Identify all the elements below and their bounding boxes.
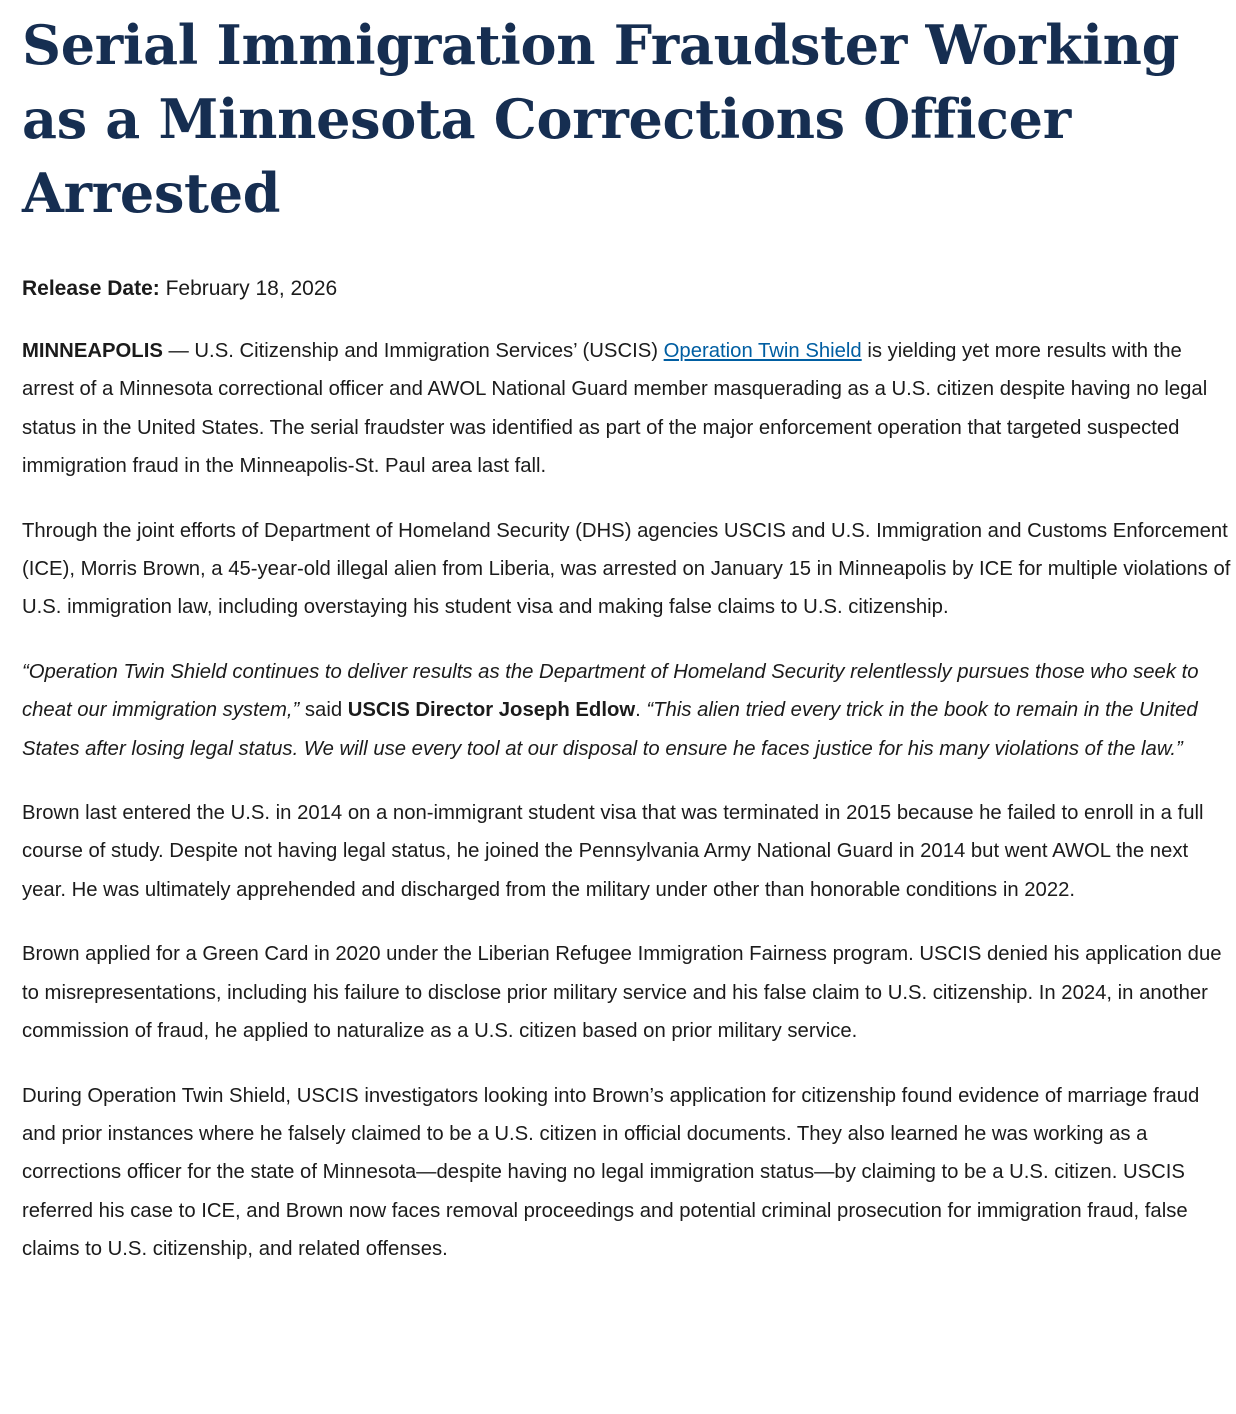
operation-twin-shield-link[interactable]: Operation Twin Shield xyxy=(663,340,862,362)
quote-part-1: “Operation Twin Shield continues to deliver results as the Department of Homeland Security relentlessly pursues those who seek to cheat our immigration system,” xyxy=(22,660,1199,722)
paragraph-green-card: Brown applied for a Green Card in 2020 under the Liberian Refugee Immigration Fairness program. USCIS denied his application due to misrepresentations, including his failure to disclose prior military service and his false claim to U.S. citizenship. In 2024, in another commission of fraud, he applied to naturalize as a U.S. citizen based on prior military service. xyxy=(22,943,1222,1043)
paragraph-intro xyxy=(22,332,1236,486)
page-title: Serial Immigration Fraudster Working as a Minnesota Corrections Officer Arrested xyxy=(22,13,1180,225)
quote-speaker: USCIS Director Joseph Edlow xyxy=(347,699,636,722)
intro-text: — U.S. Citizenship and Immigration Services’ (USCIS) xyxy=(162,340,664,362)
release-date-line xyxy=(22,274,1236,304)
quote-said: said xyxy=(299,699,348,722)
quote-period: . xyxy=(635,699,647,722)
release-date-value: February 18, 2026 xyxy=(165,277,338,300)
paragraph-investigation: During Operation Twin Shield, USCIS investigators looking into Brown’s application for citizenship found evidence of marriage fraud and prior instances where he falsely claimed to be a U.S. citizen in official documents. They also learned he was working as a corrections officer for the state of Minnesota—despite having no legal immigration status—by claiming to be a U.S. citizen. USCIS referred his case to ICE, and Brown now faces removal proceedings and potential criminal prosecution for immigration fraud, false claims to U.S. citizenship, and related offenses. xyxy=(22,1084,1200,1261)
paragraph-quote xyxy=(22,653,1236,768)
release-date-label: Release Date: xyxy=(22,277,160,300)
press-release-article xyxy=(22,8,1236,1269)
quote-part-2: “This alien tried every trick in the book to remain in the United States after losing legal status. We will use every tool at our disposal to ensure he faces justice for his many violations of the law.” xyxy=(22,699,1198,760)
paragraph-arrest: Through the joint efforts of Department of Homeland Security (DHS) agencies USCIS and U.S. Immigration and Customs Enforcement (ICE), Morris Brown, a 45-year-old illegal alien from Liberia, was arrested on January 15 in Minneapolis by ICE for multiple violations of U.S. immigration law, including overstaying his student visa and making false claims to U.S. citizenship. xyxy=(22,519,1231,619)
intro-rest-text: is yielding yet more results with the arrest of a Minnesota correctional officer and AWOL National Guard member masquerading as a U.S. citizen despite having no legal status in the United States. The serial fraudster was identified as part of the major enforcement operation that targeted suspected immigration fraud in the Minneapolis-St. Paul area last fall. xyxy=(22,340,1208,478)
paragraph-history: Brown last entered the U.S. in 2014 on a non-immigrant student visa that was terminated in 2015 because he failed to enroll in a full course of study. Despite not having legal status, he joined the Pennsylvania Army National Guard in 2014 but went AWOL the next year. He was ultimately apprehended and discharged from the military under other than honorable conditions in 2022. xyxy=(22,802,1204,901)
dateline: MINNEAPOLIS xyxy=(22,340,163,362)
